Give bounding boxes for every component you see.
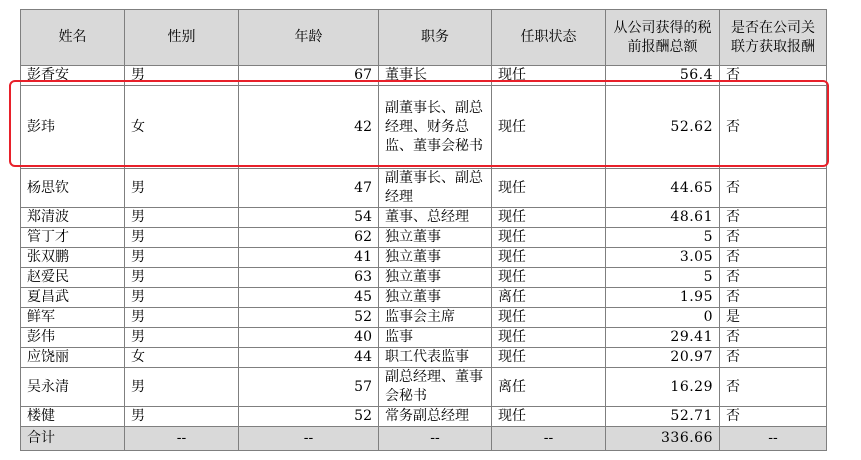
table-row	[21, 86, 827, 169]
cell-gender: 女	[125, 348, 239, 368]
cell-status: 现任	[492, 228, 606, 248]
cell-name: 杨思钦	[21, 169, 125, 208]
cell-pay: 52.71	[606, 407, 720, 427]
cell-related: 否	[720, 268, 827, 288]
cell-gender: 男	[125, 328, 239, 348]
cell-status: 现任	[492, 407, 606, 427]
cell-age: 52	[239, 308, 379, 328]
cell-name: 鲜军	[21, 308, 125, 328]
table-row	[21, 248, 827, 268]
cell-pay: 16.29	[606, 368, 720, 407]
cell-pay: 0	[606, 308, 720, 328]
header-gender: 性别	[125, 10, 239, 66]
cell-position: 独立董事	[379, 268, 492, 288]
cell-pay: 44.65	[606, 169, 720, 208]
table-row	[21, 348, 827, 368]
cell-related: 是	[720, 308, 827, 328]
cell-pay: 29.41	[606, 328, 720, 348]
table-row	[21, 368, 827, 407]
cell-gender: 女	[125, 86, 239, 169]
table-row	[21, 66, 827, 86]
cell-position: 职工代表监事	[379, 348, 492, 368]
cell-age: 67	[239, 66, 379, 86]
total-age: --	[239, 427, 379, 451]
cell-name: 赵爱民	[21, 268, 125, 288]
table-row	[21, 328, 827, 348]
cell-position: 副董事长、副总经理、财务总监、董事会秘书	[379, 86, 492, 169]
cell-pay: 1.95	[606, 288, 720, 308]
cell-name: 彭伟	[21, 328, 125, 348]
table-row	[21, 268, 827, 288]
cell-gender: 男	[125, 288, 239, 308]
header-name: 姓名	[21, 10, 125, 66]
header-related: 是否在公司关联方获取报酬	[720, 10, 827, 66]
cell-status: 现任	[492, 169, 606, 208]
cell-related: 否	[720, 328, 827, 348]
cell-pay: 5	[606, 268, 720, 288]
cell-status: 离任	[492, 368, 606, 407]
cell-name: 楼健	[21, 407, 125, 427]
cell-gender: 男	[125, 66, 239, 86]
cell-age: 52	[239, 407, 379, 427]
total-gender: --	[125, 427, 239, 451]
cell-gender: 男	[125, 169, 239, 208]
cell-gender: 男	[125, 228, 239, 248]
cell-status: 现任	[492, 66, 606, 86]
cell-position: 常务副总经理	[379, 407, 492, 427]
cell-pay: 52.62	[606, 86, 720, 169]
cell-related: 否	[720, 169, 827, 208]
header-pay: 从公司获得的税前报酬总额	[606, 10, 720, 66]
cell-pay: 5	[606, 228, 720, 248]
cell-age: 57	[239, 368, 379, 407]
cell-name: 吴永清	[21, 368, 125, 407]
cell-position: 监事会主席	[379, 308, 492, 328]
cell-related: 否	[720, 228, 827, 248]
compensation-table	[20, 9, 827, 451]
cell-position: 监事	[379, 328, 492, 348]
cell-name: 彭香安	[21, 66, 125, 86]
cell-position: 独立董事	[379, 288, 492, 308]
cell-status: 现任	[492, 328, 606, 348]
cell-name: 郑清波	[21, 208, 125, 228]
cell-age: 42	[239, 86, 379, 169]
cell-related: 否	[720, 368, 827, 407]
table-row	[21, 407, 827, 427]
cell-name: 彭玮	[21, 86, 125, 169]
header-row	[21, 10, 827, 66]
cell-status: 现任	[492, 268, 606, 288]
cell-gender: 男	[125, 407, 239, 427]
cell-age: 63	[239, 268, 379, 288]
cell-age: 45	[239, 288, 379, 308]
cell-gender: 男	[125, 268, 239, 288]
cell-age: 41	[239, 248, 379, 268]
cell-position: 独立董事	[379, 248, 492, 268]
cell-pay: 20.97	[606, 348, 720, 368]
cell-position: 副总经理、董事会秘书	[379, 368, 492, 407]
cell-related: 否	[720, 248, 827, 268]
header-age: 年龄	[239, 10, 379, 66]
cell-position: 董事、总经理	[379, 208, 492, 228]
cell-gender: 男	[125, 248, 239, 268]
cell-age: 47	[239, 169, 379, 208]
header-position: 职务	[379, 10, 492, 66]
total-label: 合计	[21, 427, 125, 451]
cell-gender: 男	[125, 308, 239, 328]
cell-related: 否	[720, 86, 827, 169]
cell-status: 现任	[492, 348, 606, 368]
cell-status: 现任	[492, 208, 606, 228]
cell-status: 离任	[492, 288, 606, 308]
cell-related: 否	[720, 348, 827, 368]
cell-age: 54	[239, 208, 379, 228]
cell-status: 现任	[492, 86, 606, 169]
table-row	[21, 288, 827, 308]
cell-related: 否	[720, 66, 827, 86]
total-status: --	[492, 427, 606, 451]
cell-status: 现任	[492, 248, 606, 268]
cell-position: 独立董事	[379, 228, 492, 248]
total-position: --	[379, 427, 492, 451]
cell-pay: 3.05	[606, 248, 720, 268]
cell-related: 否	[720, 407, 827, 427]
header-status: 任职状态	[492, 10, 606, 66]
cell-age: 44	[239, 348, 379, 368]
table-row	[21, 208, 827, 228]
cell-position: 董事长	[379, 66, 492, 86]
cell-age: 40	[239, 328, 379, 348]
total-row	[21, 427, 827, 451]
cell-gender: 男	[125, 368, 239, 407]
cell-related: 否	[720, 288, 827, 308]
total-related: --	[720, 427, 827, 451]
total-pay: 336.66	[606, 427, 720, 451]
cell-status: 现任	[492, 308, 606, 328]
cell-age: 62	[239, 228, 379, 248]
cell-name: 张双鹏	[21, 248, 125, 268]
cell-pay: 56.4	[606, 66, 720, 86]
cell-position: 副董事长、副总经理	[379, 169, 492, 208]
cell-name: 管丁才	[21, 228, 125, 248]
cell-name: 应饶丽	[21, 348, 125, 368]
cell-pay: 48.61	[606, 208, 720, 228]
table-row	[21, 169, 827, 208]
cell-gender: 男	[125, 208, 239, 228]
table-row	[21, 228, 827, 248]
table-row	[21, 308, 827, 328]
cell-name: 夏昌武	[21, 288, 125, 308]
cell-related: 否	[720, 208, 827, 228]
